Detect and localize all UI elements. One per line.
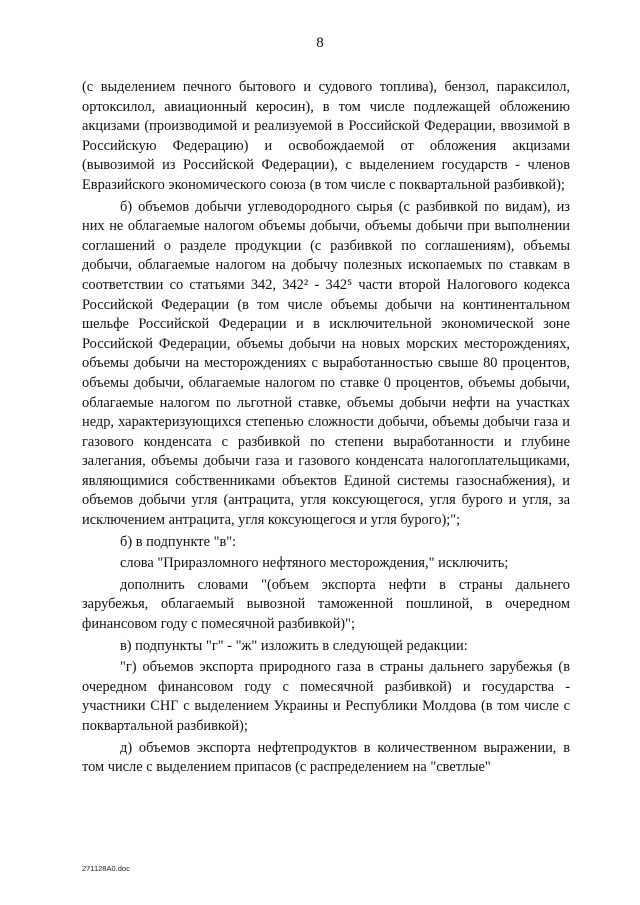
footer-file-name: 271128А0.doc [82,864,130,873]
paragraph-subpoint-v: б) в подпункте "в": [120,533,237,550]
paragraph-item-b-extraction: б) объемов добычи углеводородного сырья (с разбивкой по видам), из них не облагаемые налогом объемы добычи, объемы добычи при выполнении соглашений о разделе продукции (с разбивкой по соглашениям), объемы добычи, облагаемые налогом на добычу полезных ископаемых по ставкам в соответствии со статьями 342, 342² - 342⁵ части второй Налогового кодекса Российской Федерации (в том числе объемы добычи на континентальном шельфе Российской Федерации и в исключительной экономической зоне Российской Федерации, объемы добычи на новых морских месторождениях, объемы добычи на месторождениях с выработанностью свыше 80 процентов, объемы добычи, облагаемые налогом по ставке 0 процентов, объемы добычи, облагаемые налогом по льготной ставке, объемы добычи нефти на участках недр, характеризующихся степенью сложности добычи, объемы добычи газа и газового конденсата с разбивкой по степени выработанности и глубине залегания, объемы добычи газа и газового конденсата налогоплательщиками, являющимися собственниками объектов Единой системы газоснабжения), и объемов добычи угля (антрацита, угля коксующегося, угля бурого и угля, за исключением антрацита, угля коксующегося и угля бурого);"; [82,198,570,529]
document-body [82,78,570,778]
paragraph-exclude-words: слова "Приразломного нефтяного месторождения," исключить; [120,555,509,572]
paragraph-item-d-oil-products: д) объемов экспорта нефтепродуктов в количественном выражении, в том числе с выделением припасов (с распределением на "светлые" [82,739,570,776]
paragraph-add-words: дополнить словами "(объем экспорта нефти в страны дальнего зарубежья, облагаемый вывозной таможенной пошлиной, в очередном финансовом году с помесячной разбивкой)"; [82,576,570,633]
paragraph-item-g-gas-export: "г) объемов экспорта природного газа в страны дальнего зарубежья (в очередном финансовом году с помесячной разбивкой) и государства - участники СНГ с выделением Украины и Республики Молдова (в том числе с поквартальной разбивкой); [82,659,570,734]
paragraph-subpoints-g-zh: в) подпункты "г" - "ж" изложить в следующей редакции: [120,637,468,654]
page-number: 8 [316,35,324,51]
paragraph-continuation: (с выделением печного бытового и судового топлива), бензол, параксилол, ортоксилол, авиационный керосин), в том числе подлежащей обложению акцизами (производимой и реализуемой в Российской Федерации, ввозимой в Российскую Федерацию) и освобождаемой от обложения акцизами (вывозимой из Российской Федерации), с выделением государств - членов Евразийского экономического союза (в том числе с поквартальной разбивкой); [82,79,570,193]
